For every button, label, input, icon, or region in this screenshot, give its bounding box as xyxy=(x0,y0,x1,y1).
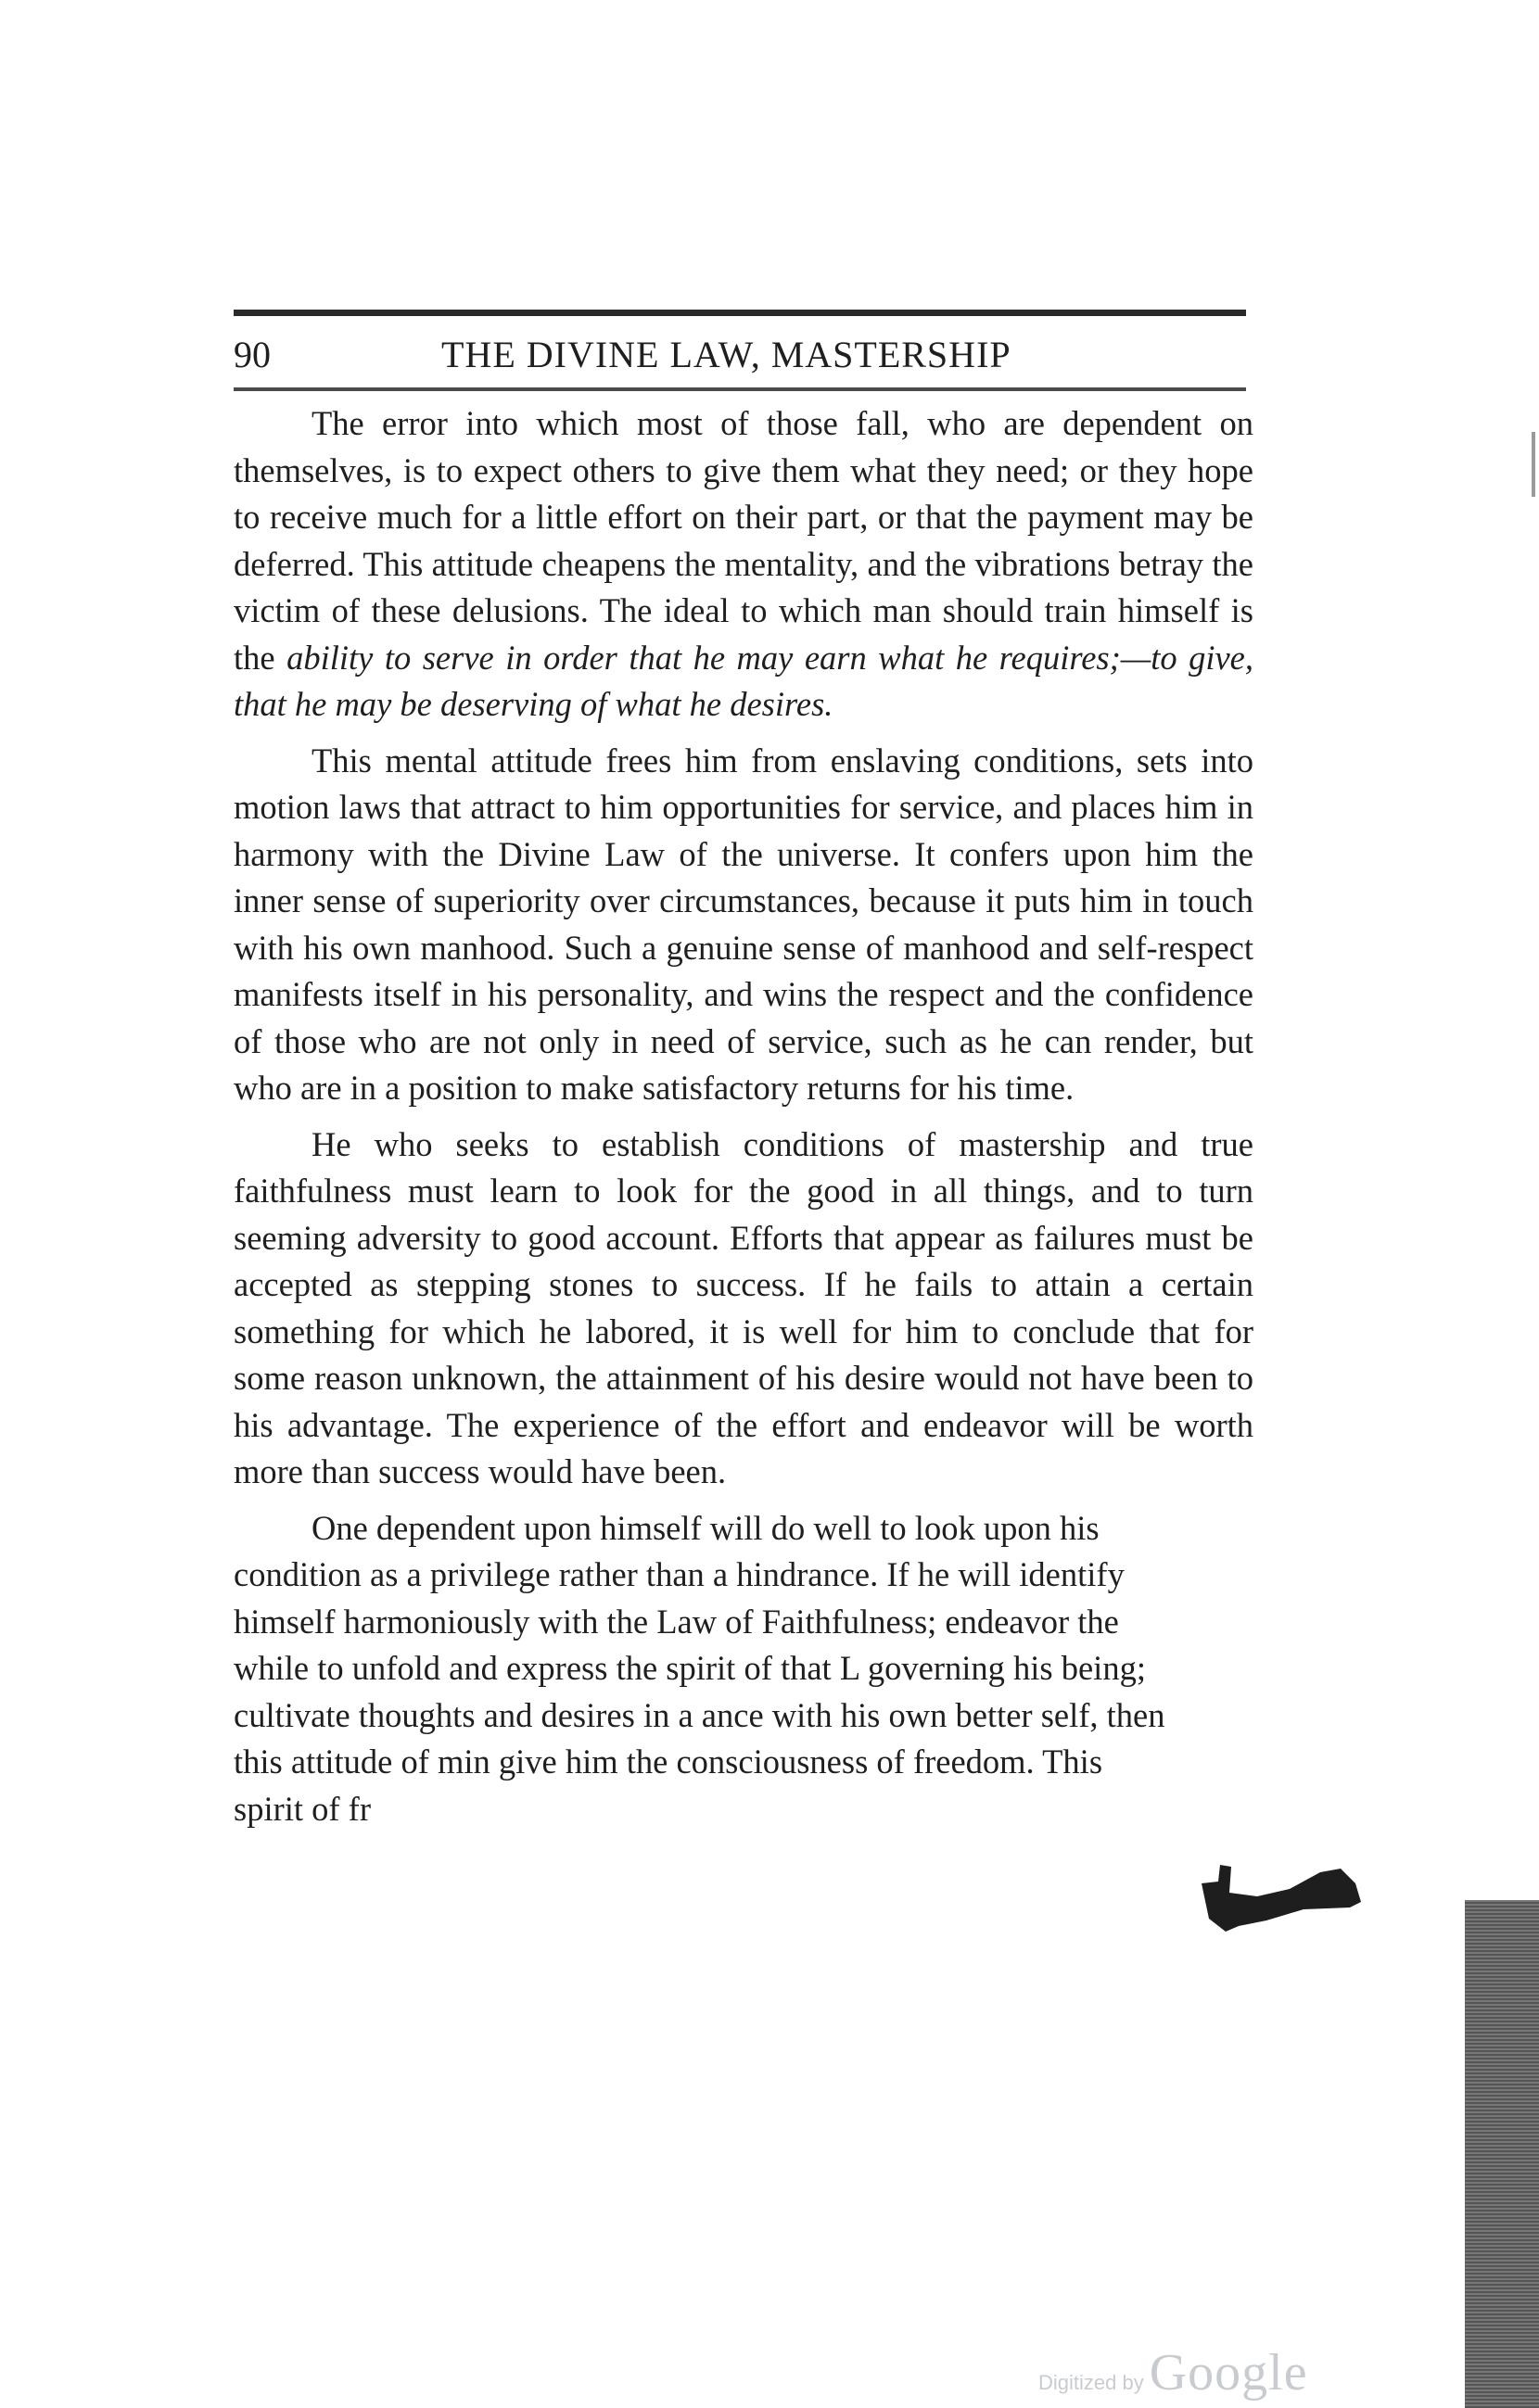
paragraph-2: This mental attitude frees him from enslaving conditions, sets into motion laws that attract to him opportunities for service, and places him in harmony with the Divine Law of the universe. It confers upon him the inner sense of superiority over circumstances, because it puts him in touch with his own manhood. Such a genuine sense of manhood and self-respect manifests itself in his personality, and wins the respect and the confidence of those who are not only in need of service, such as he can render, but who are in a position to make satisfactory returns for his time. xyxy=(234,741,1253,1107)
digitized-watermark xyxy=(1038,2343,1308,2402)
margin-mark xyxy=(1532,432,1535,497)
paragraph-3: He who seeks to establish conditions of mastership and true faithfulness must learn to look for the good in all things, and to turn seeming adversity to good account. Efforts that appear as failures must be accepted as stepping stones to success. If he fails to attain a certain something for which he labored, it is well for him to conclude that for some reason unknown, the attainment of his desire would not have been to his advantage. The experience of the effort and endeavor will be worth more than success would have been. xyxy=(234,1124,1253,1490)
running-head xyxy=(234,329,1246,381)
scan-edge-bar xyxy=(1465,1900,1539,2408)
paragraph-1-text: The error into which most of those fall, who are dependent on themselves, is to expect others to give them what they need; or they hope to receive much for a little effort on their part, or that the payment may be deferred. This attitude cheapens the mentality, and the vibrations betray the victim of these delusions. The ideal to which man should train himself is the xyxy=(234,404,1253,677)
running-title: THE DIVINE LAW, MASTERSHIP xyxy=(441,334,1011,375)
header-rule-bottom xyxy=(234,387,1246,391)
paragraph-1 xyxy=(234,400,1253,729)
google-logo: Google xyxy=(1149,2344,1308,2402)
paragraph-1-italic: ability to serve in order that he may earn what he requires;—to give, that he may be deserving of what he desires. xyxy=(234,638,1254,723)
watermark-prefix: Digitized by xyxy=(1038,2371,1144,2394)
paragraph-4: One dependent upon himself will do well to look upon his condition as a privilege rather than a hindrance. If he will identify himself harmoniously with the Law of Faithfulness; endeavor the while to unfold and express the spirit of that L governing his being; cultivate thoughts and desires in a ance with his own better self, then this attitude of min give him the consciousness of freedom. This spirit of fr xyxy=(234,1508,1165,1828)
page-number: 90 xyxy=(234,334,271,375)
body-text xyxy=(234,400,1253,1842)
scan-blot xyxy=(1202,1865,1361,1932)
header-rule-top xyxy=(234,310,1246,316)
